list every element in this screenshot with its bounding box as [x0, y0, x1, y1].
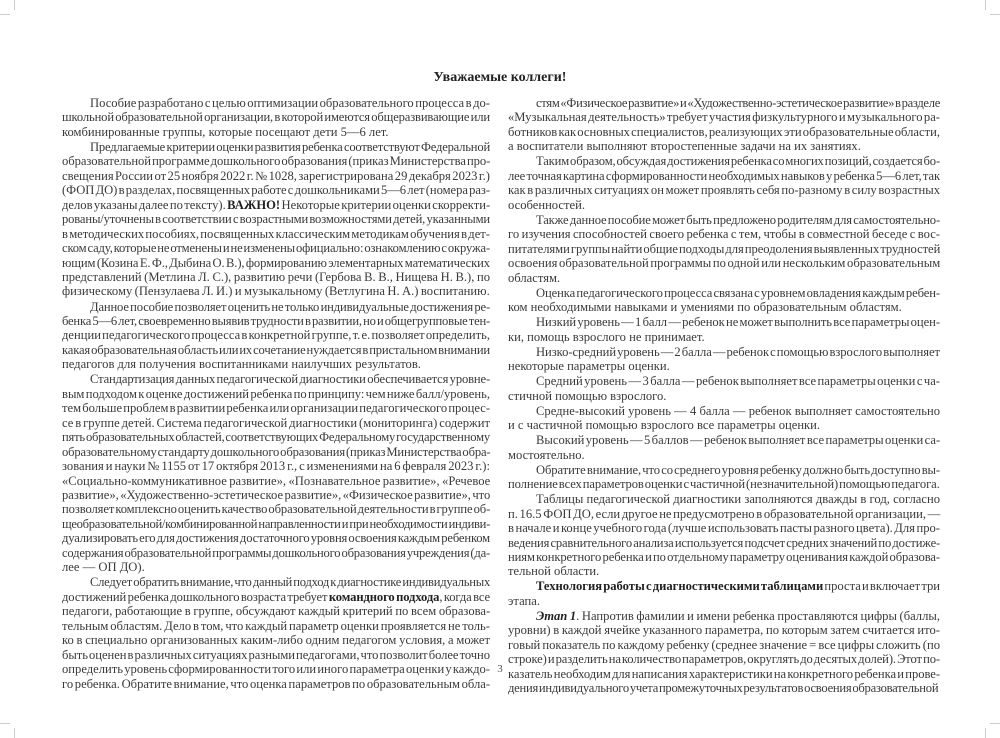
text-line: п. 16.5 ФОП ДО, если другое не предусмотрено в образовательной организации, —	[508, 506, 941, 521]
text-line: го изучения способностей своего ребенка с тем, чтобы в совместной беседе с вос-	[508, 227, 940, 242]
text-line: ском саду, которые не отменены и не изменены официально: ознакомлению с окружа-	[62, 241, 490, 256]
crop-mark	[0, 14, 10, 15]
paragraph	[508, 345, 940, 374]
text-line: рованы/уточнены в соответствии с возрастными возможностями детей, указанными	[62, 212, 490, 227]
text-segment: . Напротив фамилии и имени ребенка проставляются цифры (баллы,	[576, 608, 940, 623]
text-line: быть оценен в различных ситуациях разными педагогами, что позволит более точно	[62, 647, 490, 662]
text-line: Пособие разработано с целью оптимизации образовательного процесса в до-	[90, 96, 490, 110]
text-line: а воспитатели выполняют второстепенные задачи на их занятиях.	[508, 139, 861, 154]
text-line: бенка 5—6 лет, своевременно выявив трудности в развитии, но и общегрупповые тен-	[62, 313, 490, 328]
text-line: Следует обратить внимание, что данный подход к диагностике индивидуальных	[90, 575, 490, 590]
text-line: областям.	[508, 270, 561, 285]
text-line: содержания образовательной программы дошкольного образования учреждения (да-	[62, 545, 490, 560]
text-line: в методических пособиях, посвященных классическим методикам обучения в дет-	[62, 226, 490, 241]
paragraph	[508, 463, 940, 492]
text-line: лее — ОП ДО).	[62, 560, 145, 575]
crop-mark	[0, 723, 10, 724]
text-line: Данное пособие позволяет оценить не только индивидуальные достижения ре-	[90, 299, 490, 314]
paragraph	[62, 96, 490, 139]
text-line: тельным областям. Дело в том, что каждый параметр оценки проявляется не толь-	[62, 618, 490, 633]
crop-mark	[14, 0, 15, 10]
text-line	[62, 590, 490, 604]
right-column	[508, 96, 940, 696]
text-line: ведения сравнительного анализа используется подсчет средних значений по достиже-	[508, 535, 940, 550]
text-line: дуализировать его для достижения достаточного уровня освоения каждым ребенком	[62, 531, 490, 546]
text-line: педагогов для получения воспитанниками наилучших результатов.	[62, 357, 421, 372]
text-line: свещения России от 25 ноября 2022 г. № 1028, зарегистрирована 29 декабря 2023 г.)	[62, 168, 490, 183]
text-line: го ребенка. Обратите внимание, что оценка параметров по образовательным обла-	[62, 676, 491, 691]
paragraph	[508, 374, 940, 403]
text-line: казатель необходим для написания характеристики на конкретного ребенка и прове-	[508, 666, 940, 681]
text-line: Низкий уровень — 1 балл — ребенок не может выполнить все параметры оцен-	[536, 315, 940, 330]
text-line: образовательной программе дошкольного образования (приказ Министерства про-	[62, 154, 491, 169]
text-line: се в группе детей. Система педагогической диагностики (мониторинга) содержит	[62, 415, 490, 430]
text-line: щеобразовательной/комбинированной направленности и при необходимости индиви-	[62, 516, 490, 531]
text-line: полнение всех параметров оценки с частичной (незначительной) помощью педагога.	[508, 477, 940, 492]
paragraph	[508, 492, 940, 579]
text-line: педагоги, работающие в группе, обсуждают каждый критерий по всем образова-	[62, 604, 491, 619]
text-line: строке) и разделить на количество параметров, округлять до десятых долей). Этот по-	[508, 652, 940, 667]
text-line: дения индивидуального учета промежуточных результатов освоения образовательной	[508, 681, 939, 696]
paragraph	[508, 579, 940, 608]
text-line: (ФОП ДО) в разделах, посвященных работе с дошкольниками 5—6 лет (номера раз-	[62, 183, 490, 198]
text-line: Предлагаемые критерии оценки развития ребенка соответствуют Федеральной	[90, 139, 490, 154]
text-line: ниям конкретного ребенка и по отдельному параметру оценивания каждой образова-	[508, 549, 940, 564]
text-line: Средне-высокий уровень — 4 балла — ребенок выполняет самостоятельно	[536, 403, 940, 418]
crop-mark	[985, 0, 986, 10]
text-line: Низко-средний уровень — 2 балла — ребенок с помощью взрослого выполняет	[536, 344, 940, 359]
paragraph	[508, 96, 940, 154]
text-line: определить уровень сформированности того или иного параметра оценки у каждо-	[62, 662, 490, 677]
text-line: ко в специально организованных каким-либо одним педагогом условия, а может	[62, 633, 490, 648]
crop-mark	[990, 14, 1000, 15]
paragraph	[508, 315, 940, 344]
text-line: Оценка педагогического процесса связана с уровнем овладения каждым ребен-	[536, 285, 940, 300]
paragraph	[508, 154, 940, 212]
paragraph	[508, 213, 940, 285]
paragraph	[62, 300, 490, 372]
text-line: ботников как основных специалистов, реализующих эти образовательные области,	[508, 124, 940, 139]
text-line: школьной образовательной организации, в которой имеются общеразвивающие или	[62, 110, 490, 125]
text-line: как в различных ситуациях он может проявлять себя по-разному в силу возрастных	[508, 183, 940, 198]
text-line: лее точная картина сформированности необходимых навыков у ребенка 5—6 лет, так	[508, 168, 940, 183]
text-segment: проста и включает три	[823, 579, 941, 594]
paragraph	[508, 404, 940, 433]
emphasis-text: Этап 1	[536, 608, 577, 623]
paragraph	[62, 575, 490, 691]
text-line: «Социально-коммуникативное развитие», «Познавательное развитие», «Речевое	[62, 473, 491, 488]
text-line: в начале и конце учебного года (лучше использовать пасты разного цвета). Для про-	[508, 521, 940, 536]
paragraph	[62, 140, 490, 299]
text-line: пять образовательных областей, соответствующих Федеральному государственному	[62, 430, 490, 445]
text-segment: , когда все	[439, 589, 490, 604]
text-line: мостоятельно.	[508, 447, 585, 462]
text-line: образовательному стандарту дошкольного образования (приказ Министерства обра-	[62, 444, 491, 459]
text-line: некоторые параметры оценки.	[508, 359, 670, 374]
emphasis-text: Технология работы с диагностическими таблицами	[536, 579, 824, 594]
text-line: какая образовательная область или их сочетание нуждается в пристальном внимании	[62, 342, 490, 357]
text-line: «Музыкальная деятельность» требует участия физкультурного и музыкального ра-	[508, 110, 941, 125]
text-line: особенностей.	[508, 197, 585, 212]
text-line	[62, 198, 490, 212]
paragraph	[62, 372, 490, 574]
text-line: денции педагогического процесса в конкретной группе, т. е. позволяет определить,	[62, 328, 490, 343]
left-column	[62, 96, 490, 692]
text-line: Обратите внимание, что со среднего уровня ребенку должно быть доступно вы-	[536, 462, 940, 477]
text-line: представлений (Метлина Л. С.), развитию речи (Гербова В. В., Нищева Н. В.), по	[62, 270, 490, 285]
paragraph	[508, 433, 940, 462]
paragraph	[508, 609, 940, 696]
text-line: вым подходом к оценке достижений ребенка по принципу: чем ниже балл/уровень,	[62, 386, 490, 401]
text-line: комбинированные группы, которые посещают дети 5—6 лет.	[62, 124, 389, 139]
text-line: развитие», «Художественно-эстетическое развитие», «Физическое развитие», что	[62, 488, 491, 503]
text-line: Также данное пособие может быть предложено родителям для самостоятельно-	[536, 212, 940, 227]
text-line: стям «Физическое развитие» и «Художественно-эстетическое развитие» в разделе	[536, 96, 940, 110]
text-line: позволяет комплексно оценить качество образовательной деятельности в группе об-	[62, 502, 491, 517]
text-segment: делов указаны далее по тексту).	[62, 197, 228, 212]
text-line: питателями группы найти общие подходы для преодоления выявленных трудностей	[508, 241, 941, 256]
text-line: зования и науки № 1155 от 17 октября 2013 г., с изменениями на 6 февраля 2023 г.):	[62, 459, 490, 474]
text-line: говый показатель по каждому ребенку (среднее значение = все цифры сложить (по	[508, 637, 940, 652]
page-number: 3	[497, 663, 503, 675]
text-line: Средний уровень — 3 балла — ребенок выполняет все параметры оценки с ча-	[536, 374, 940, 389]
text-line: Стандартизация данных педагогической диагностики обеспечивается уровне-	[90, 372, 490, 387]
paragraph	[508, 286, 940, 315]
text-line: стичной помощью взрослого.	[508, 388, 667, 403]
text-line: уровни) в каждой ячейке указанного параметра, по которым затем считается ито-	[508, 623, 940, 638]
text-segment: Некоторые критерии оценки скорректи-	[280, 197, 491, 212]
crop-mark	[985, 728, 986, 738]
text-line: этапа.	[508, 593, 540, 608]
text-line: тельной области.	[508, 564, 600, 579]
crop-mark	[14, 728, 15, 738]
emphasis-text: ВАЖНО!	[227, 197, 281, 212]
emphasis-text: командного подхода	[328, 589, 440, 604]
text-line: ющим (Козина Е. Ф., Дыбина О. В.), формированию элементарных математических	[62, 255, 490, 270]
text-line: Таблицы педагогической диагностики заполняются дважды в год, согласно	[536, 492, 940, 507]
text-line: тем больше проблем в развитии ребенка или организации педагогического процес-	[62, 401, 491, 416]
text-line: Высокий уровень — 5 баллов — ребенок выполняет все параметры оценки са-	[536, 433, 941, 448]
text-line: ки, помощь взрослого не принимает.	[508, 329, 705, 344]
text-line: Таким образом, обсуждая достижения ребенка со многих позиций, создается бо-	[536, 154, 940, 169]
page-title: Уважаемые коллеги!	[433, 70, 567, 85]
text-line: и с частичной помощью взрослого все параметры оценки.	[508, 418, 821, 433]
text-line: освоения образовательной программы по одной или нескольким образовательным	[508, 256, 941, 271]
crop-mark	[990, 723, 1000, 724]
text-line	[508, 579, 940, 593]
text-line	[508, 609, 940, 623]
text-segment: достижений ребенка дошкольного возраста требует	[62, 589, 329, 604]
text-line: физическому (Пензулаева Л. И.) и музыкальному (Ветлугина Н. А.) воспитанию.	[62, 284, 490, 299]
text-line: ком необходимыми навыками и умениями по образовательным областям.	[508, 300, 902, 315]
